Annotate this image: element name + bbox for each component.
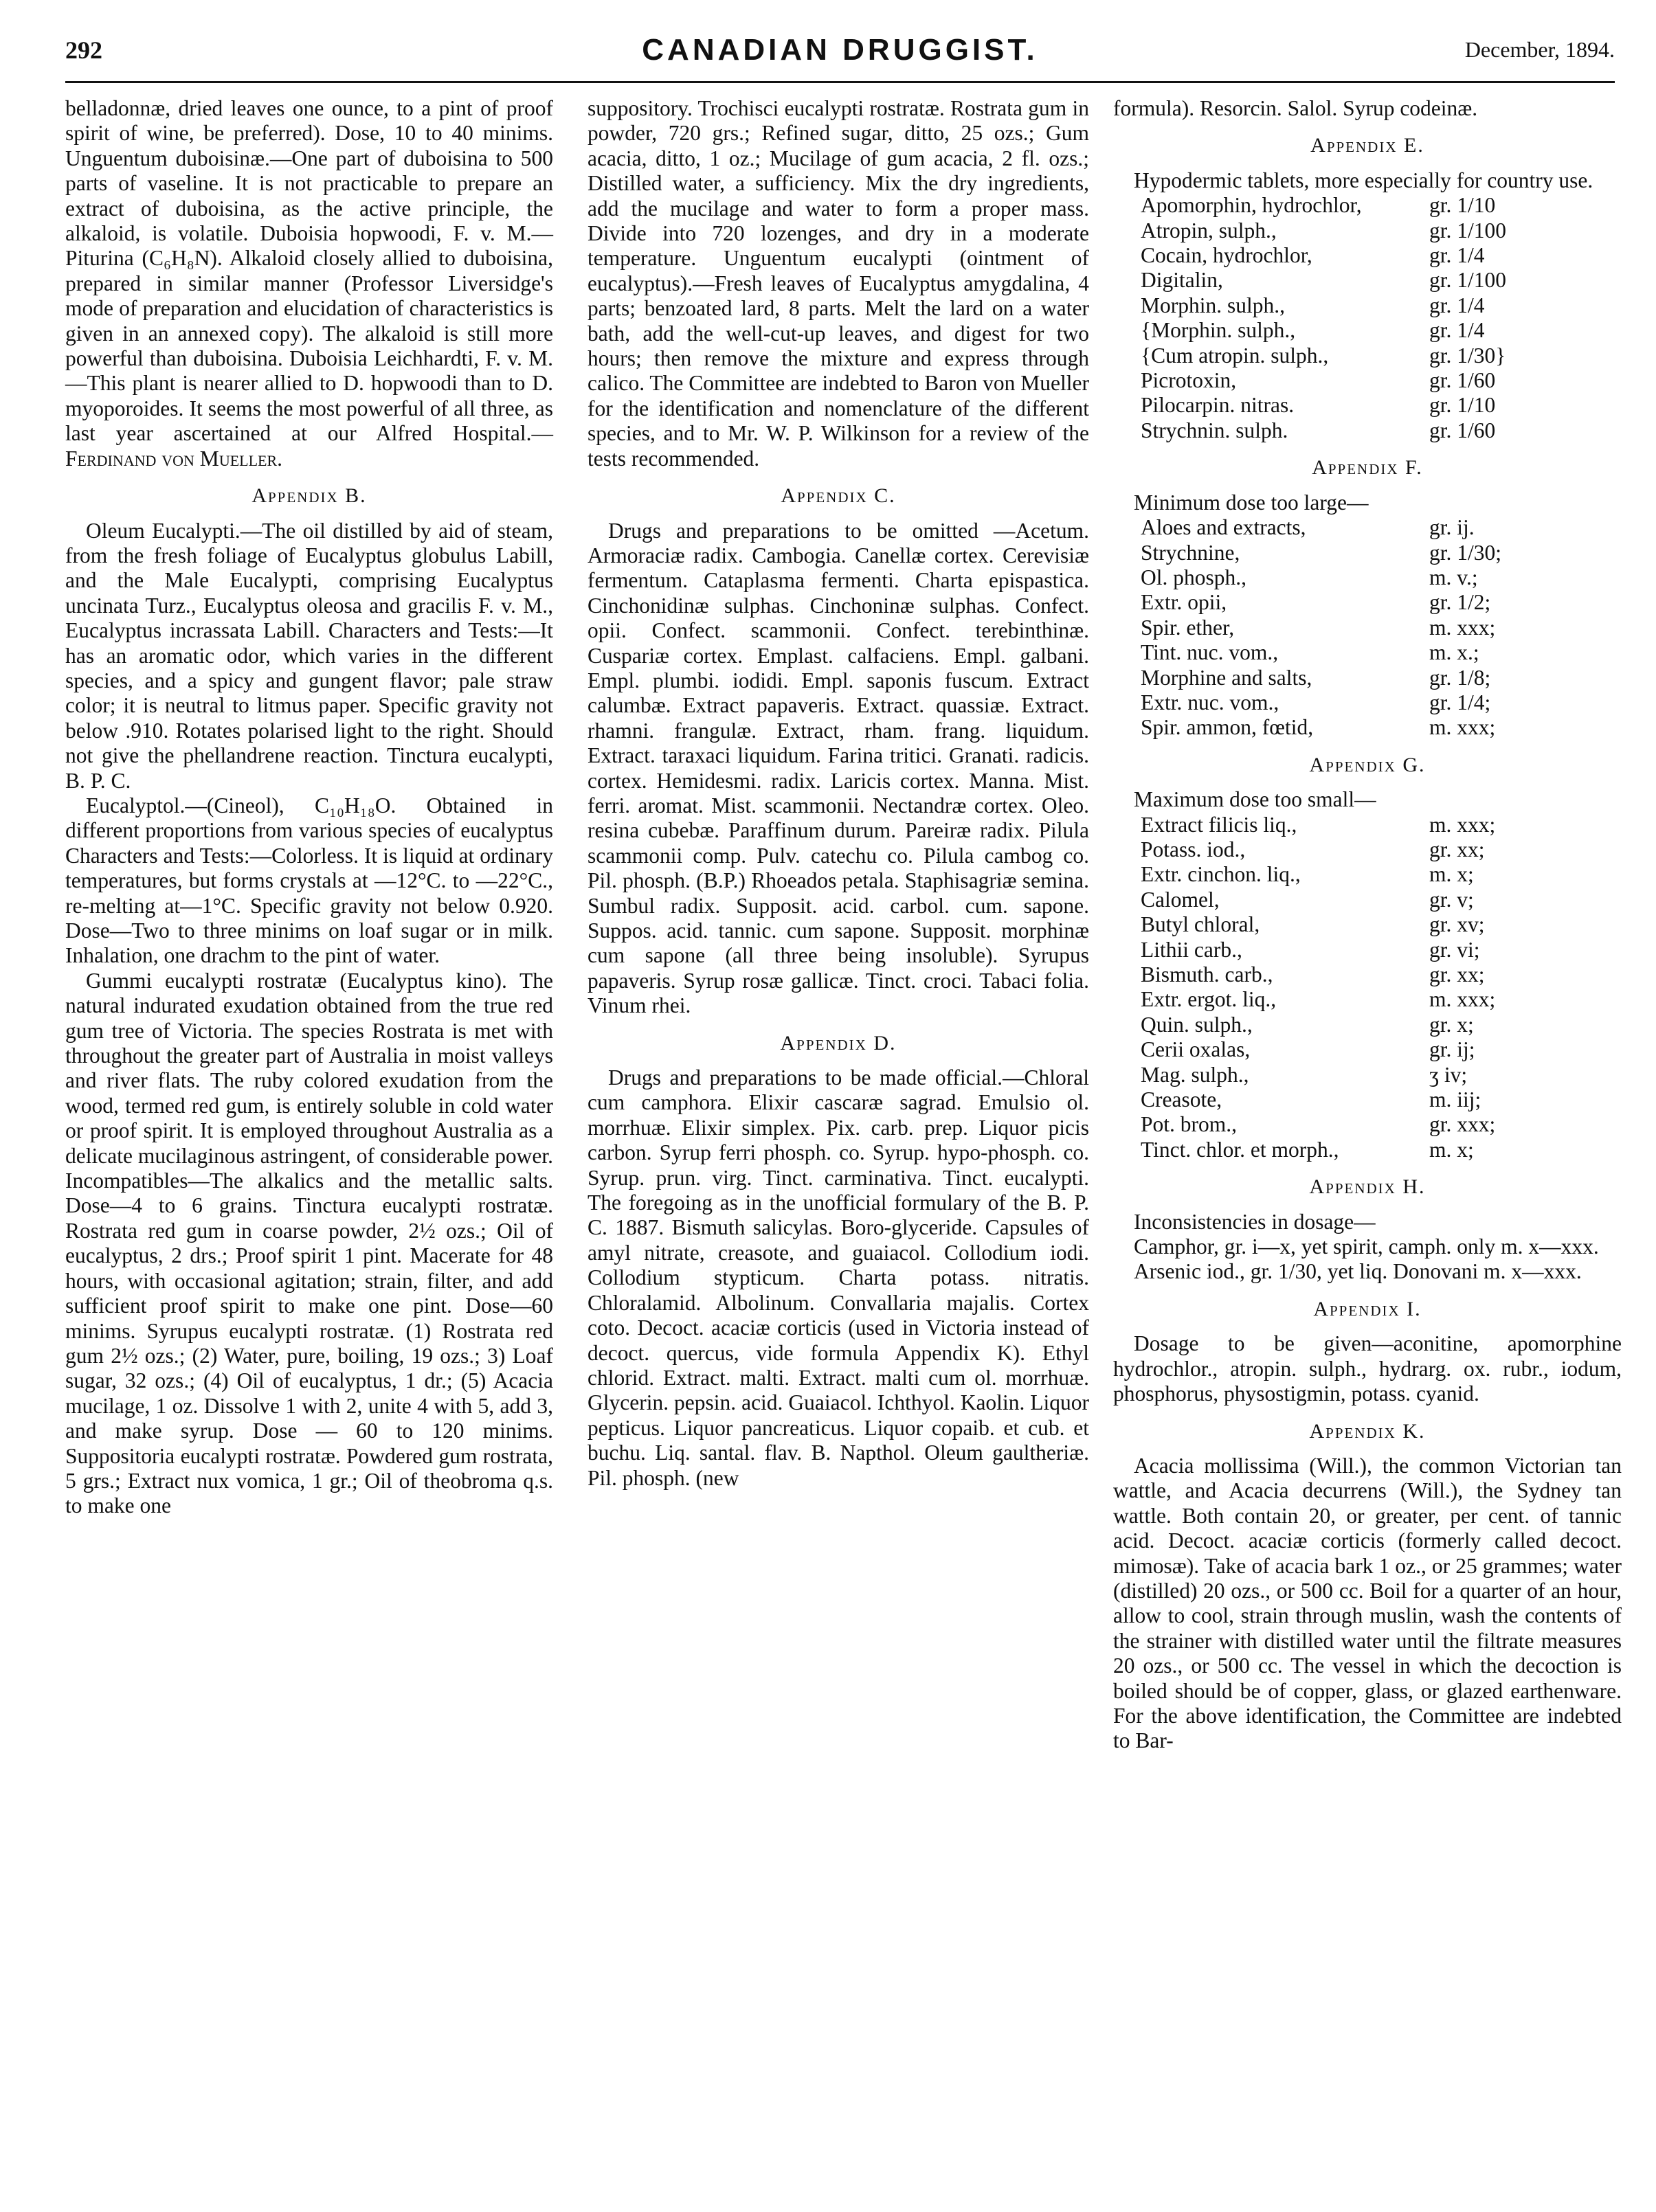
page-header [65, 33, 1615, 71]
list-intro: Maximum dose too small— [1134, 787, 1376, 812]
section-heading: Appendix K. [1309, 1419, 1426, 1443]
dose-value: gr. x; [1429, 1012, 1474, 1037]
paragraph: Eucalyptol.—(Cineol), C₁₀H₁₈O. Obtained in different proportions from various species of eucalyptus Characters and Tests:—Colorless. It is liquid at ordinary temperatures, but forms crystals at —12°C. to —22°C., re-melting at—1°C. Specific gravity not below 0.920. Dose—Two to three minims on loaf sugar or in milk. Inhalation, one drachm to the pint of water. [65, 793, 553, 968]
dose-row [1141, 565, 1567, 590]
drug-name: Tint. nuc. vom., [1141, 640, 1279, 665]
paragraph: Acacia mollissima (Will.), the common Victorian tan wattle, and Acacia decurrens (Will.), the Sydney tan wattle. Both contain 20, or greater, per cent. of tannic acid. Decoct. acaciæ corticis (formerly called decoct. mimosæ). Take of acacia bark 1 oz., or 25 grammes; water (distilled) 20 ozs., or 500 cc. Boil for a quarter of an hour, allow to cool, strain through muslin, wash the contents of the strainer with distilled water until the filtrate measures 20 ozs., or 500 cc. The vessel in which the decoction is boiled should be of copper, glass, or glazed earthenware. For the above identification, the Committee are indebted to Bar- [1113, 1453, 1622, 1753]
dose-value: m. iij; [1429, 1087, 1481, 1112]
dose-row [1141, 666, 1567, 690]
drug-name: Strychnin. sulph. [1141, 418, 1288, 442]
dose-row [1141, 293, 1567, 318]
paragraph: suppository. Trochisci eucalypti rostratæ. Rostrata gum in powder, 720 grs.; Refined sugar, ditto, 25 ozs.; Gum acacia, ditto, 1 oz.; Mucilage of gum acacia, 2 fl. ozs.; Distilled water, a sufficiency. Mix the dry ingredients, add the mucilage and water to form a proper mass. Divide into 720 lozenges, and dry in a moderate temperature. Unguentum eucalypti (ointment of eucalyptus).—Fresh leaves of Eucalyptus amygdalina, 4 parts; benzoated lard, 8 parts. Melt the lard on a water bath, add the well-cut-up leaves, and digest for two hours; then remove the mixture and express through calico. The Committee are indebted to Baron von Mueller for the identification and nomenclature of the different species, and to Mr. W. P. Wilkinson for a review of the tests recommended. [588, 96, 1089, 471]
dose-value: gr. 1/100 [1429, 218, 1507, 242]
dose-value: m. x; [1429, 1137, 1474, 1162]
dose-row [1141, 912, 1567, 937]
drug-name: Morphin. sulph., [1141, 293, 1286, 317]
section-heading: Appendix D. [780, 1031, 897, 1054]
dose-row [1141, 1112, 1567, 1137]
dose-row [1141, 640, 1567, 665]
drug-name: Lithii carb., [1141, 937, 1242, 962]
dose-row [1141, 1063, 1567, 1087]
dose-row [1141, 541, 1567, 565]
paragraph: Oleum Eucalypti.—The oil distilled by aid of steam, from the fresh foliage of Eucalyptus globulus Labill, and the Male Eucalypti, comprising Eucalyptus uncinata Turz., Eucalyptus oleosa and gracilis F. v. M., Eucalyptus incrassata Labill. Characters and Tests:—It has an aromatic odor, which varies in the different species, and a spicy and gungent flavor; pale straw color; it is neutral to litmus paper. Specific gravity not below .910. Rotates polarised light to the right. Should not give the phellandrene reaction. Tinctura eucalypti, B. P. C. [65, 518, 553, 793]
drug-name: Quin. sulph., [1141, 1012, 1253, 1037]
drug-name: {Morphin. sulph., [1141, 318, 1296, 343]
dose-row [1141, 193, 1567, 218]
dose-value: gr. 1/10 [1429, 393, 1496, 418]
header-rule [65, 81, 1615, 83]
dose-row [1141, 1037, 1567, 1062]
drug-name: Aloes and extracts, [1141, 515, 1306, 540]
dose-row [1141, 268, 1567, 293]
drug-name: Extr. nuc. vom., [1141, 690, 1279, 714]
dose-value: m. xxx; [1429, 812, 1496, 837]
paragraph: Gummi eucalypti rostratæ (Eucalyptus kino). The natural indurated exudation obtained from the true red gum tree of Victoria. The species Rostrata is met with throughout the greater part of Australia in moist valleys and river flats. The ruby colored exudation from the wood, termed red gum, is entirely soluble in cold water or proof spirit. It is employed throughout Australia as a delicate mucilaginous astringent, of considerable power. Incompatibles—The alkalics and the metallic salts. Dose—4 to 6 grains. Tinctura eucalypti rostratæ. Rostrata red gum in coarse powder, 2½ ozs.; Oil of eucalyptus, 2 drs.; Proof spirit 1 pint. Macerate for 48 hours, with occasional agitation; strain, filter, and add sufficient proof spirit to make one pint. Dose—60 minims. Syrupus eucalypti rostratæ. (1) Rostrata red gum 2½ ozs.; (2) Water, pure, boiling, 19 ozs.; 3) Loaf sugar, 32 ozs.; (4) Oil of eucalyptus, 1 dr.; (5) Acacia mucilage, 1 oz. Dissolve 1 with 2, unite 4 with 5, add 3, and make syrup. Dose — 60 to 120 minims. Suppositoria eucalypti rostratæ. Powdered gum rostrata, 5 grs.; Extract nux vomica, 1 gr.; Oil of theobroma q.s. to make one [65, 968, 553, 1518]
list-intro: Minimum dose too large— [1134, 490, 1369, 515]
drug-name: Bismuth. carb., [1141, 962, 1273, 986]
dose-row [1141, 218, 1567, 243]
dose-value: gr. 1/60 [1429, 368, 1496, 393]
dose-row [1141, 813, 1567, 837]
dose-row [1141, 1013, 1567, 1037]
section-heading: Appendix G. [1309, 753, 1426, 776]
paragraph: Camphor, gr. i—x, yet spirit, camph. only m. x—xxx. [1134, 1234, 1599, 1259]
drug-name: Digitalin, [1141, 268, 1223, 293]
drug-name: Extr. ergot. liq., [1141, 987, 1277, 1012]
dose-list-f [1113, 515, 1622, 741]
dose-value: gr. 1/4; [1429, 690, 1491, 714]
dose-value: gr. 1/4 [1429, 293, 1485, 317]
paragraph: formula). Resorcin. Salol. Syrup codeinæ. [1113, 96, 1478, 120]
drug-name: Apomorphin, hydrochlor, [1141, 193, 1362, 218]
dose-value: gr. xx; [1429, 837, 1485, 861]
dose-value: gr. ij; [1429, 1037, 1475, 1062]
dose-row [1141, 393, 1567, 418]
paragraph: Drugs and preparations to be omitted —Acetum. Armoraciæ radix. Cambogia. Canellæ cortex. Cerevisiæ fermentum. Cataplasma fermenti. Charta epispastica. Cinchonidinæ sulphas. Cinchoninæ sulphas. Confect. opii. Confect. scammonii. Confect. terebinthinæ. Cuspariæ cortex. Emplast. calfaciens. Empl. galbani. Empl. plumbi. iodidi. Empl. saponis fuscum. Extract calumbæ. Extract papaveris. Extract. quassiæ. Extract. rhamni. frangulæ. Extract, rham. frang. liquidum. Extract. taraxaci liquidum. Farina tritici. Granati. radicis. cortex. Hemidesmi. radix. Laricis cortex. Manna. Mist. ferri. aromat. Mist. scammonii. Nectandræ cortex. Oleo. resina cubebæ. Paraffinum durum. Pareiræ radix. Pilula scammonii comp. Pulv. catechu co. Pilula cambog co. Pil. phosph. (B.P.) Rhoeados petala. Staphisagriæ semina. Sumbul radix. Supposit. acid. carbol. cum. sapone. Suppos. acid. tannic. cum sapone. Supposit. morphinæ cum sapone (all three being insoluble). Syrupus papaveris. Syrup rosæ gallicæ. Tinct. croci. Tabaci folia. Vinum rhei. [588, 518, 1089, 1018]
drug-name: Cocain, hydrochlor, [1141, 243, 1312, 268]
dose-value: m. x.; [1429, 640, 1479, 665]
drug-name: Mag. sulph., [1141, 1062, 1249, 1087]
page-number: 292 [65, 36, 102, 64]
drug-name: Morphine and salts, [1141, 665, 1312, 690]
dose-row [1141, 368, 1567, 393]
dose-value: gr. 1/4 [1429, 318, 1485, 343]
dose-value: gr. 1/10 [1429, 193, 1496, 218]
paragraph: Drugs and preparations to be made official.—Chloral cum camphora. Elixir cascaræ sagrad. Emulsio ol. morrhuæ. Elixir simplex. Pix. carb. prep. Liquor picis carbon. Syrup ferri phosph. co. Syrup. hypo-phosph. co. Syrup. prun. virg. Tinct. carminativa. Tinct. eucalypti. The foregoing as in the unofficial formulary of the B. P. C. 1887. Bismuth salicylas. Boro-glyceride. Capsules of amyl nitrate, creasote, and guaiacol. Collodium iodi. Collodium stypticum. Charta potass. nitratis. Chloralamid. Albolinum. Convallaria majalis. Cortex coto. Decoct. acaciæ corticis (used in Victoria instead of decoct. quercus, vide formula Appendix K). Ethyl chlorid. Extract. malti. Extract. malti cum ol. morrhuæ. Glycerin. pepsin. acid. Guaiacol. Ichthyol. Kaolin. Liquor pepticus. Liquor pancreaticus. Liquor copaib. et cub. et buchu. Liq. santal. flav. B. Napthol. Oleum gaultheriæ. Pil. phosph. (new [588, 1065, 1089, 1490]
dose-row [1141, 938, 1567, 962]
drug-name: Pilocarpin. nitras. [1141, 393, 1295, 418]
drug-name: Butyl chloral, [1141, 912, 1260, 937]
dose-row [1141, 318, 1567, 343]
dose-row [1141, 1087, 1567, 1112]
dose-value: gr. 1/4 [1429, 243, 1485, 268]
dose-row [1141, 1138, 1567, 1162]
dose-list-g [1113, 813, 1622, 1163]
dose-list-e [1113, 193, 1622, 443]
drug-name: Potass. iod., [1141, 837, 1246, 861]
column-2 [588, 96, 1089, 1491]
drug-name: Tinct. chlor. et morph., [1141, 1137, 1339, 1162]
dose-row [1141, 243, 1567, 268]
paragraph: belladonnæ, dried leaves one ounce, to a pint of proof spirit of wine, be preferred). Dose, 10 to 40 minims. Unguentum duboisinæ.—One part of duboisina to 500 parts of vaseline. It is not practicable to prepare an extract of duboisina, as the active principle, the alkaloid, is volatile. Duboisia hopwoodi, F. v. M.—Piturina (C₆H₈N). Alkaloid closely allied to duboisina, prepared in similar manner (Professor Liversidge's mode of preparation and elucidation of characteristics is given in an annexed copy). The alkaloid is still more powerful than duboisina. Duboisia Leichhardti, F. v. M.—This plant is nearer allied to D. hopwoodi than to D. myoporoides. It seems the most powerful of all three, as last year ascertained at our Alfred Hospital.—Ferdinand von Mueller. [65, 96, 553, 471]
paragraph: Dosage to be given—aconitine, apomorphine hydrochlor., atropin. sulph., hydrarg. ox. rubr., iodum, phosphorus, physostigmin, potass. cyanid. [1113, 1331, 1622, 1406]
dose-value: gr. ij. [1429, 515, 1475, 540]
dose-value: gr. 1/100 [1429, 268, 1507, 293]
drug-name: Extr. opii, [1141, 590, 1227, 615]
section-heading: Appendix H. [1309, 1175, 1426, 1199]
dose-value: gr. 1/8; [1429, 665, 1491, 690]
drug-name: Strychnine, [1141, 540, 1240, 565]
drug-name: Spir. ammon, fœtid, [1141, 715, 1314, 740]
dose-value: ʒ iv; [1429, 1062, 1468, 1087]
column-1 [65, 96, 553, 1519]
dose-value: gr. 1/30} [1429, 343, 1506, 368]
dose-value: m. xxx; [1429, 715, 1496, 740]
dose-value: gr. 1/60 [1429, 418, 1496, 442]
drug-name: Cerii oxalas, [1141, 1037, 1251, 1062]
dose-row [1141, 888, 1567, 912]
dose-value: m. x; [1429, 862, 1474, 887]
drug-name: {Cum atropin. sulph., [1141, 343, 1329, 368]
dose-row [1141, 515, 1567, 540]
dose-value: m. v.; [1429, 565, 1478, 589]
section-heading: Appendix I. [1313, 1297, 1422, 1320]
dose-row [1141, 590, 1567, 615]
column-3 [1113, 96, 1622, 1754]
dose-row [1141, 837, 1567, 862]
section-heading: Appendix F. [1312, 456, 1423, 479]
dose-row [1141, 715, 1567, 740]
drug-name: Extract filicis liq., [1141, 812, 1297, 837]
dose-value: gr. vi; [1429, 937, 1480, 962]
paragraph: Arsenic iod., gr. 1/30, yet liq. Donovani m. x—xxx. [1134, 1259, 1582, 1284]
drug-name: Calomel, [1141, 887, 1220, 912]
drug-name: Creasote, [1141, 1087, 1222, 1112]
dose-row [1141, 343, 1567, 368]
issue-date: December, 1894. [1464, 37, 1615, 62]
dose-value: gr. 1/30; [1429, 540, 1502, 565]
dose-row [1141, 962, 1567, 987]
dose-value: m. xxx; [1429, 615, 1496, 640]
dose-value: m. xxx; [1429, 987, 1496, 1012]
drug-name: Picrotoxin, [1141, 368, 1237, 393]
dose-value: gr. xxx; [1429, 1112, 1496, 1137]
drug-name: Pot. brom., [1141, 1112, 1238, 1137]
dose-row [1141, 616, 1567, 640]
dose-value: gr. v; [1429, 887, 1474, 912]
section-heading: Appendix C. [781, 484, 896, 508]
section-heading: Appendix E. [1310, 134, 1424, 157]
signature: Ferdinand von Mueller. [65, 446, 283, 471]
journal-title: CANADIAN DRUGGIST. [642, 33, 1038, 67]
paragraph: Hypodermic tablets, more especially for country use. [1134, 168, 1593, 192]
section-heading: Appendix B. [251, 484, 367, 508]
dose-value: gr. 1/2; [1429, 590, 1491, 615]
dose-row [1141, 987, 1567, 1012]
dose-row [1141, 862, 1567, 887]
drug-name: Extr. cinchon. liq., [1141, 862, 1301, 887]
list-intro: Inconsistencies in dosage— [1134, 1209, 1376, 1234]
dose-row [1141, 418, 1567, 443]
drug-name: Spir. ether, [1141, 615, 1235, 640]
dose-row [1141, 690, 1567, 715]
dose-value: gr. xx; [1429, 962, 1485, 986]
drug-name: Ol. phosph., [1141, 565, 1247, 589]
dose-value: gr. xv; [1429, 912, 1485, 937]
drug-name: Atropin, sulph., [1141, 218, 1277, 242]
